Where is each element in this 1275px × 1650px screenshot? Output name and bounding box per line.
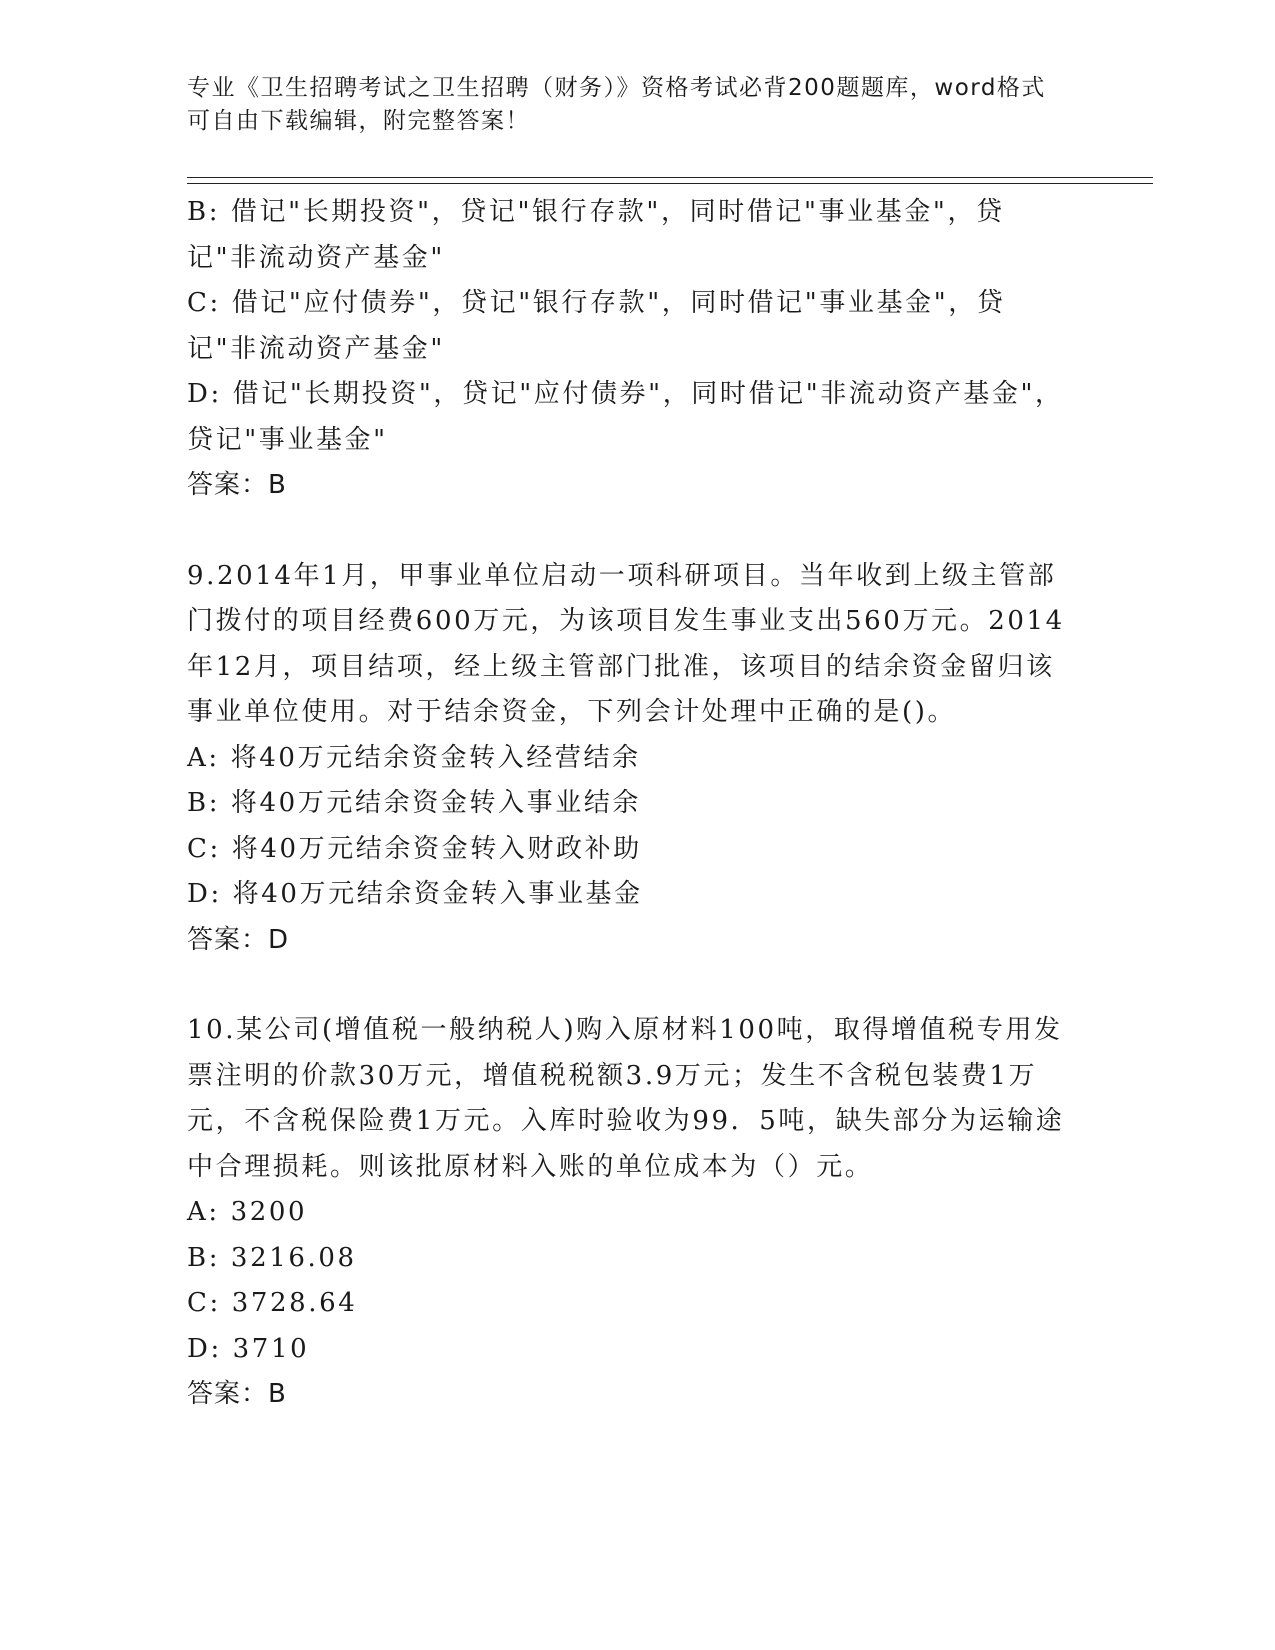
header-divider-top (187, 177, 1153, 178)
option-b: B: 借记"长期投资"，贷记"银行存款"，同时借记"事业基金"，贷记"非流动资产基金" (187, 197, 1005, 273)
option-b: B: 3216.08 (187, 1242, 357, 1273)
option-d: D: 3710 (187, 1333, 310, 1364)
answer: 答案：B (187, 1379, 287, 1409)
option-c: C: 将40万元结余资金转入财政补助 (187, 833, 642, 864)
option-b: B: 将40万元结余资金转入事业结余 (187, 788, 642, 818)
header-divider-bottom (187, 183, 1153, 184)
option-a: A: 将40万元结余资金转入经营结余 (187, 742, 641, 773)
question-stem: 10.某公司(增值税一般纳税人)购入原材料100吨，取得增值税专用发票注明的价款30万元，增值税税额3.9万元；发生不含税包装费1万元，不含税保险费1万元。入库时验收为99．5吨，缺失部分为运输途中合理损耗。则该批原材料入账的单位成本为（）元。 (187, 1015, 1065, 1182)
answer: 答案：B (187, 470, 287, 500)
header-line-2: 可自由下载编辑，附完整答案！ (187, 108, 530, 134)
answer: 答案：D (187, 924, 290, 955)
question-stem: 9.2014年1月，甲事业单位启动一项科研项目。当年收到上级主管部门拨付的项目经费600万元，为该项目发生事业支出560万元。2014年12月，项目结项，经上级主管部门批准，该项目的结余资金留归该事业单位使用。对于结余资金，下列会计处理中正确的是()。 (187, 560, 1065, 727)
option-c: C: 3728.64 (187, 1288, 358, 1318)
document-header (187, 72, 1087, 138)
header-line-1: 专业《卫生招聘考试之卫生招聘（财务）》资格考试必背200题题库，word格式 (187, 75, 1046, 101)
question-9 (187, 554, 1067, 964)
question-content (187, 190, 1067, 1418)
option-d: D: 借记"长期投资"，贷记"应付债券"，同时借记"非流动资产基金"，贷记"事业基金" (187, 379, 1064, 455)
question-10 (187, 1008, 1067, 1418)
option-a: A: 3200 (187, 1197, 308, 1227)
question-8-tail (187, 190, 1067, 509)
option-c: C: 借记"应付债券"，贷记"银行存款"，同时借记"事业基金"，贷记"非流动资产基金" (187, 288, 1006, 364)
option-d: D: 将40万元结余资金转入事业基金 (187, 879, 643, 909)
